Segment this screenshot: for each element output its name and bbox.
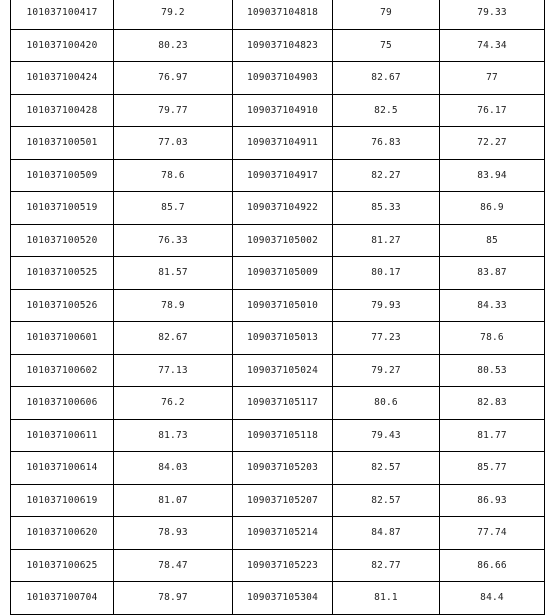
score-b2-cell: 79.33	[440, 0, 545, 29]
score-a-cell: 81.57	[114, 257, 233, 290]
score-b1-cell: 82.57	[333, 484, 440, 517]
candidate-id-b-cell: 109037104922	[233, 192, 333, 225]
score-b1-cell: 81.1	[333, 582, 440, 615]
score-b2-cell: 86.93	[440, 484, 545, 517]
candidate-id-a-cell: 101037100602	[11, 354, 114, 387]
score-b1-cell: 76.83	[333, 127, 440, 160]
table-row	[11, 419, 545, 452]
table-row	[11, 62, 545, 95]
score-b1-cell: 82.5	[333, 94, 440, 127]
score-b2-cell: 77.74	[440, 517, 545, 550]
score-b1-cell: 80.17	[333, 257, 440, 290]
table-row	[11, 549, 545, 582]
score-b2-cell: 86.66	[440, 549, 545, 582]
score-a-cell: 84.03	[114, 452, 233, 485]
candidate-id-a-cell: 101037100417	[11, 0, 114, 29]
table-row	[11, 94, 545, 127]
candidate-id-a-cell: 101037100606	[11, 387, 114, 420]
candidate-id-a-cell: 101037100526	[11, 289, 114, 322]
candidate-id-a-cell: 101037100619	[11, 484, 114, 517]
candidate-id-b-cell: 109037104911	[233, 127, 333, 160]
score-b2-cell: 82.83	[440, 387, 545, 420]
score-b2-cell: 77	[440, 62, 545, 95]
score-a-cell: 79.77	[114, 94, 233, 127]
candidate-id-b-cell: 109037104903	[233, 62, 333, 95]
score-b1-cell: 79	[333, 0, 440, 29]
candidate-id-a-cell: 101037100611	[11, 419, 114, 452]
score-b1-cell: 75	[333, 29, 440, 62]
candidate-id-b-cell: 109037104823	[233, 29, 333, 62]
candidate-id-a-cell: 101037100420	[11, 29, 114, 62]
candidate-id-a-cell: 101037100424	[11, 62, 114, 95]
score-b2-cell: 76.17	[440, 94, 545, 127]
score-a-cell: 85.7	[114, 192, 233, 225]
score-b1-cell: 79.43	[333, 419, 440, 452]
candidate-id-b-cell: 109037105223	[233, 549, 333, 582]
score-b1-cell: 82.27	[333, 159, 440, 192]
score-b2-cell: 78.6	[440, 322, 545, 355]
candidate-id-b-cell: 109037105214	[233, 517, 333, 550]
score-b2-cell: 85	[440, 224, 545, 257]
score-b2-cell: 83.94	[440, 159, 545, 192]
score-b1-cell: 84.87	[333, 517, 440, 550]
score-a-cell: 77.03	[114, 127, 233, 160]
candidate-id-b-cell: 109037105203	[233, 452, 333, 485]
table-row	[11, 517, 545, 550]
score-b2-cell: 84.33	[440, 289, 545, 322]
table-row	[11, 387, 545, 420]
table-row	[11, 127, 545, 160]
table-row	[11, 159, 545, 192]
score-b2-cell: 85.77	[440, 452, 545, 485]
score-b1-cell: 81.27	[333, 224, 440, 257]
candidate-id-a-cell: 101037100614	[11, 452, 114, 485]
score-b1-cell: 85.33	[333, 192, 440, 225]
table-row	[11, 0, 545, 29]
score-b1-cell: 80.6	[333, 387, 440, 420]
candidate-id-a-cell: 101037100428	[11, 94, 114, 127]
score-a-cell: 81.07	[114, 484, 233, 517]
score-a-cell: 78.9	[114, 289, 233, 322]
table-row	[11, 257, 545, 290]
score-b2-cell: 86.9	[440, 192, 545, 225]
score-a-cell: 78.93	[114, 517, 233, 550]
score-a-cell: 76.97	[114, 62, 233, 95]
candidate-id-b-cell: 109037105117	[233, 387, 333, 420]
candidate-id-b-cell: 109037105002	[233, 224, 333, 257]
score-a-cell: 76.33	[114, 224, 233, 257]
score-b1-cell: 82.67	[333, 62, 440, 95]
table-row	[11, 192, 545, 225]
score-b2-cell: 84.4	[440, 582, 545, 615]
candidate-id-a-cell: 101037100625	[11, 549, 114, 582]
candidate-id-a-cell: 101037100509	[11, 159, 114, 192]
candidate-id-b-cell: 109037105024	[233, 354, 333, 387]
score-b1-cell: 79.93	[333, 289, 440, 322]
candidate-id-a-cell: 101037100519	[11, 192, 114, 225]
score-b2-cell: 72.27	[440, 127, 545, 160]
score-b1-cell: 79.27	[333, 354, 440, 387]
candidate-id-a-cell: 101037100704	[11, 582, 114, 615]
score-a-cell: 78.97	[114, 582, 233, 615]
score-b2-cell: 81.77	[440, 419, 545, 452]
candidate-id-b-cell: 109037105013	[233, 322, 333, 355]
table-row	[11, 224, 545, 257]
candidate-id-a-cell: 101037100501	[11, 127, 114, 160]
candidate-id-a-cell: 101037100620	[11, 517, 114, 550]
score-b1-cell: 82.77	[333, 549, 440, 582]
candidate-id-a-cell: 101037100525	[11, 257, 114, 290]
score-b2-cell: 80.53	[440, 354, 545, 387]
candidate-id-b-cell: 109037105010	[233, 289, 333, 322]
candidate-id-a-cell: 101037100520	[11, 224, 114, 257]
score-a-cell: 82.67	[114, 322, 233, 355]
score-a-cell: 76.2	[114, 387, 233, 420]
candidate-id-b-cell: 109037105207	[233, 484, 333, 517]
candidate-id-b-cell: 109037105009	[233, 257, 333, 290]
score-b2-cell: 83.87	[440, 257, 545, 290]
candidate-id-b-cell: 109037104910	[233, 94, 333, 127]
table-row	[11, 452, 545, 485]
score-b1-cell: 82.57	[333, 452, 440, 485]
candidate-id-b-cell: 109037104917	[233, 159, 333, 192]
table-row	[11, 484, 545, 517]
candidate-id-b-cell: 109037105118	[233, 419, 333, 452]
score-table-body	[11, 0, 545, 614]
score-b2-cell: 74.34	[440, 29, 545, 62]
table-row	[11, 29, 545, 62]
score-a-cell: 78.47	[114, 549, 233, 582]
score-table-container	[10, 0, 544, 615]
score-table	[10, 0, 545, 615]
candidate-id-b-cell: 109037105304	[233, 582, 333, 615]
score-a-cell: 79.2	[114, 0, 233, 29]
table-row	[11, 582, 545, 615]
score-a-cell: 80.23	[114, 29, 233, 62]
candidate-id-a-cell: 101037100601	[11, 322, 114, 355]
score-a-cell: 77.13	[114, 354, 233, 387]
table-row	[11, 289, 545, 322]
score-a-cell: 81.73	[114, 419, 233, 452]
score-a-cell: 78.6	[114, 159, 233, 192]
table-row	[11, 322, 545, 355]
candidate-id-b-cell: 109037104818	[233, 0, 333, 29]
score-b1-cell: 77.23	[333, 322, 440, 355]
table-row	[11, 354, 545, 387]
